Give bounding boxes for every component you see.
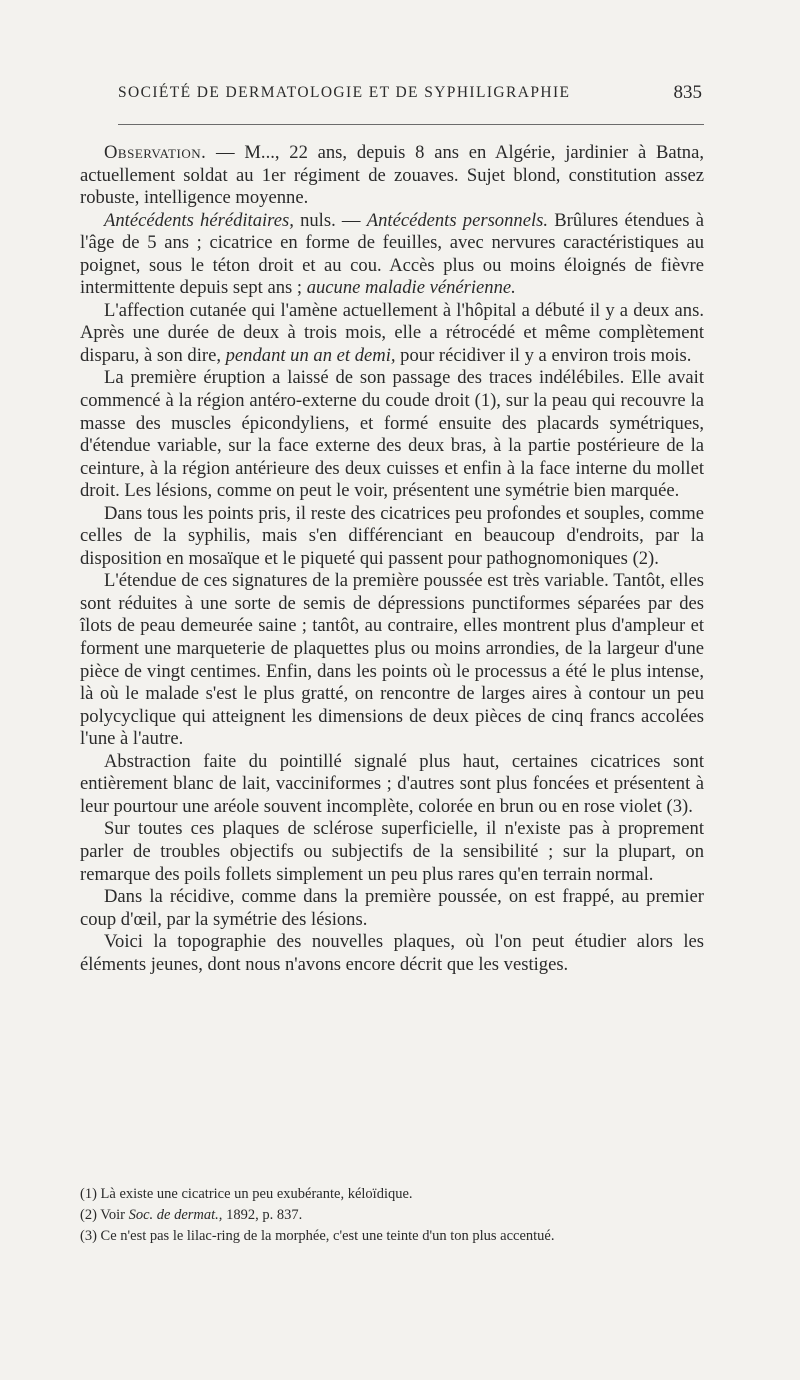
affection-text-1: L'affection cutanée qui l'amène actuellement à l'hôpital a débuté il y a deux ans. Après une durée de deux à trois mois, elle a rétrocédé et même complètement disparu, à son dire,	[80, 299, 704, 366]
paragraph-affection	[80, 300, 704, 368]
page-number: 835	[673, 82, 702, 103]
footnotes	[80, 1184, 704, 1247]
no-venereal-disease: aucune maladie vénérienne.	[306, 277, 516, 299]
paragraph-relapse: Dans la récidive, comme dans la première poussée, on est frappé, au premier coup d'œil, par la symétrie des lésions.	[80, 886, 704, 930]
paragraph-sclerosis: Sur toutes ces plaques de sclérose superficielle, il n'existe pas à proprement parler de troubles objectifs ou subjectifs de la sensibilité ; sur la plupart, on remarque des poils follets simplement un peu plus rares qu'en terrain normal.	[80, 818, 704, 885]
paragraph-first-eruption: La première éruption a laissé de son passage des traces indélébiles. Elle avait commencé à la région antéro-externe du coude droit (1), sur la peau qui recouvre la masse des muscles épicondyliens, et formé ensuite des placards symétriques, d'étendue variable, sur la face externe des deux bras, à la partie postérieure de la ceinture, à la région antérieure des deux cuisses et enfin à la face interne du mollet droit. Les lésions, comme on peut le voir, présentent une symétrie bien marquée.	[80, 367, 704, 502]
paragraph-topography: Voici la topographie des nouvelles plaques, où l'on peut étudier alors les éléments jeunes, dont nous n'avons encore décrit que les vestiges.	[80, 931, 704, 975]
observation-text: — M..., 22 ans, depuis 8 ans en Algérie, jardinier à Batna, actuellement soldat au 1er régiment de zouaves. Sujet blond, constitution assez robuste, intelligence moyenne.	[80, 142, 704, 209]
header-rule	[118, 124, 704, 125]
personal-heading: Antécédents personnels.	[366, 209, 549, 231]
observation-label: Observation.	[104, 142, 207, 163]
affection-italic: pendant un an et demi,	[225, 344, 396, 366]
paragraph-scars: Dans tous les points pris, il reste des cicatrices peu profondes et souples, comme celles de la syphilis, mais s'en différenciant en beaucoup d'endroits, par la disposition en mosaïque et le piqueté qui passent pour pathognomoniques (2).	[80, 502, 704, 569]
footnote-2-suffix: 1892, p. 837.	[222, 1207, 303, 1223]
footnote-1: (1) Là existe une cicatrice un peu exubérante, kéloïdique.	[80, 1186, 413, 1202]
footnote-2	[80, 1205, 704, 1226]
paragraph-observation	[80, 142, 704, 210]
running-head: SOCIÉTÉ DE DERMATOLOGIE ET DE SYPHILIGRAPHIE	[118, 84, 571, 101]
footnote-2-reference: Soc. de dermat.,	[128, 1207, 223, 1223]
antecedents-text-1: nuls. —	[293, 209, 367, 231]
paragraph-abstraction: Abstraction faite du pointillé signalé plus haut, certaines cicatrices sont entièrement blanc de lait, vacciniformes ; d'autres sont plus foncées et présentent à leur pourtour une aréole souvent incomplète, colorée en brun ou en rose violet (3).	[80, 750, 704, 817]
body-text	[80, 142, 704, 976]
hereditary-heading: Antécédents héréditaires,	[104, 209, 294, 231]
paragraph-extent: L'étendue de ces signatures de la première poussée est très variable. Tantôt, elles sont réduites à une sorte de semis de dépressions punctiformes séparées par des îlots de peau demeurée saine ; tantôt, au contraire, elles montrent plus d'ampleur et forment une marqueterie de plaquettes plus ou moins arrondies, de la largeur d'une pièce de vingt centimes. Enfin, dans les points où le processus a été le plus intense, là où le malade s'est le plus gratté, on rencontre de larges aires à contour un peu polycyclique qui atteignent les dimensions de deux pièces de cinq francs accolées l'une à l'autre.	[80, 570, 704, 750]
page-header	[118, 84, 708, 108]
footnote-3: (3) Ce n'est pas le lilac-ring de la morphée, c'est une teinte d'un ton plus accentué.	[80, 1228, 555, 1244]
paragraph-antecedents	[80, 210, 704, 300]
antecedents-text-2: Brûlures étendues à l'âge de 5 ans ; cicatrice en forme de feuilles, avec nervures caractéristiques au poignet, sous le téton droit et au cou. Accès plus ou moins éloignés de fièvre intermittente depuis sept ans ;	[80, 209, 704, 299]
affection-text-2: pour récidiver il y a environ trois mois.	[395, 344, 692, 366]
footnote-2-prefix: (2) Voir	[80, 1207, 129, 1223]
